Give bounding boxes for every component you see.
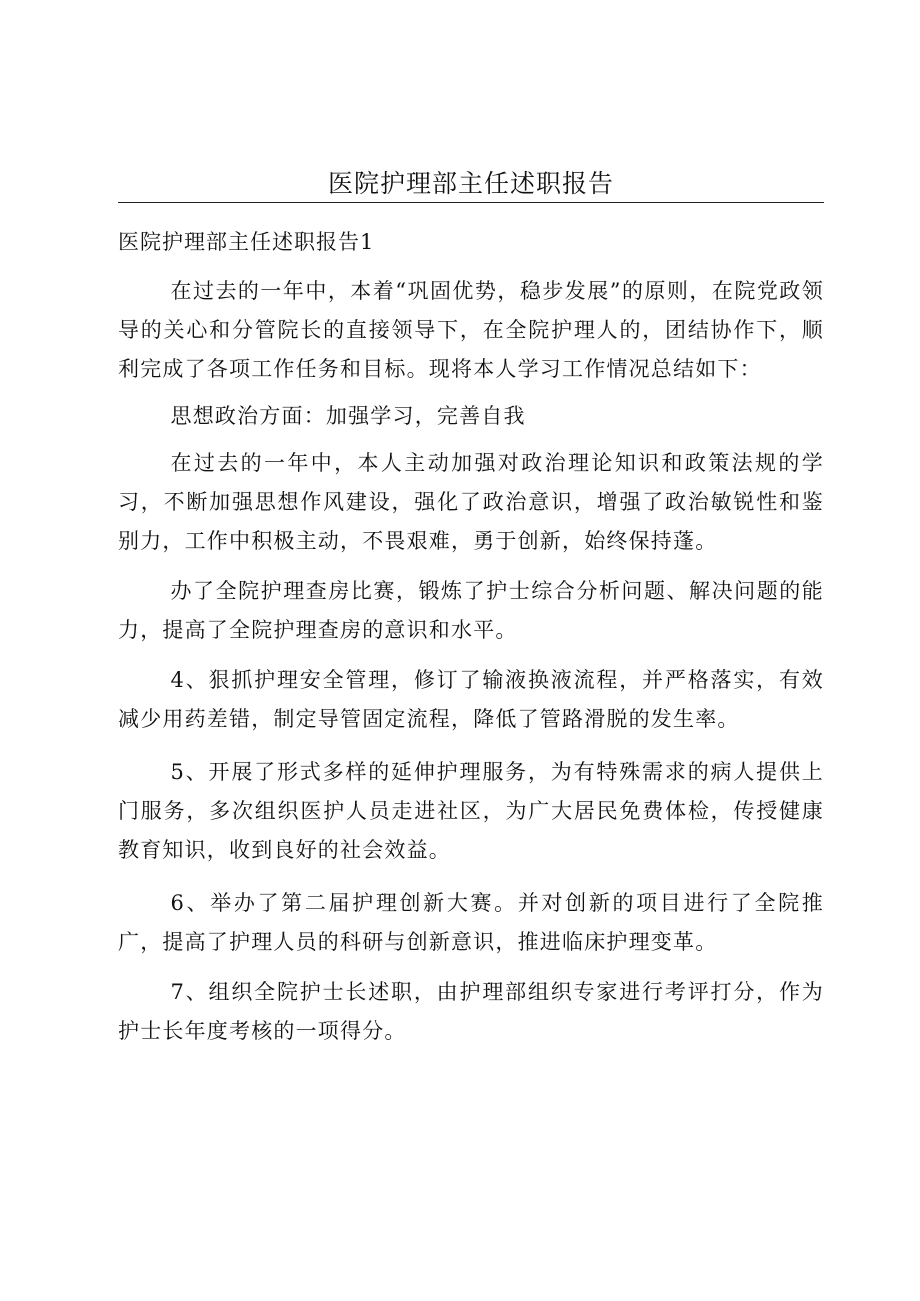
- paragraph-politics: 在过去的一年中，本人主动加强对政治理论知识和政策法规的学习，不断加强思想作风建设，强化了政治意识，增强了政治敏锐性和鉴别力，工作中积极主动，不畏艰难，勇于创新，始终保持蓬。: [118, 451, 824, 553]
- paragraph-item-4: 4、狠抓护理安全管理，修订了输液换液流程，并严格落实，有效减少用药差错，制定导管固定流程，降低了管路滑脱的发生率。: [118, 668, 824, 731]
- paragraph-item-5: 5、开展了形式多样的延伸护理服务，为有特殊需求的病人提供上门服务，多次组织医护人员走进社区，为广大居民免费体检，传授健康教育知识，收到良好的社会效益。: [118, 760, 824, 862]
- document-body: [118, 272, 824, 1051]
- paragraph-item-7: 7、组织全院护士长述职，由护理部组织专家进行考评打分，作为护士长年度考核的一项得分。: [118, 980, 824, 1043]
- paragraph-subheading: 思想政治方面：加强学习，完善自我: [170, 404, 526, 428]
- title-divider: [118, 202, 824, 203]
- paragraph-ward-rounds: 办了全院护理查房比赛，锻炼了护士综合分析问题、解决问题的能力，提高了全院护理查房的意识和水平。: [118, 579, 824, 642]
- paragraph-item-6: 6、举办了第二届护理创新大赛。并对创新的项目进行了全院推广，提高了护理人员的科研与创新意识，推进临床护理变革。: [118, 891, 824, 954]
- paragraph-intro: 在过去的一年中，本着“巩固优势，稳步发展”的原则，在院党政领导的关心和分管院长的直接领导下，在全院护理人的，团结协作下，顺利完成了各项工作任务和目标。现将本人学习工作情况总结如下：: [118, 279, 824, 381]
- document-title: 医院护理部主任述职报告: [327, 169, 614, 198]
- section-heading: 医院护理部主任述职报告1: [118, 230, 375, 254]
